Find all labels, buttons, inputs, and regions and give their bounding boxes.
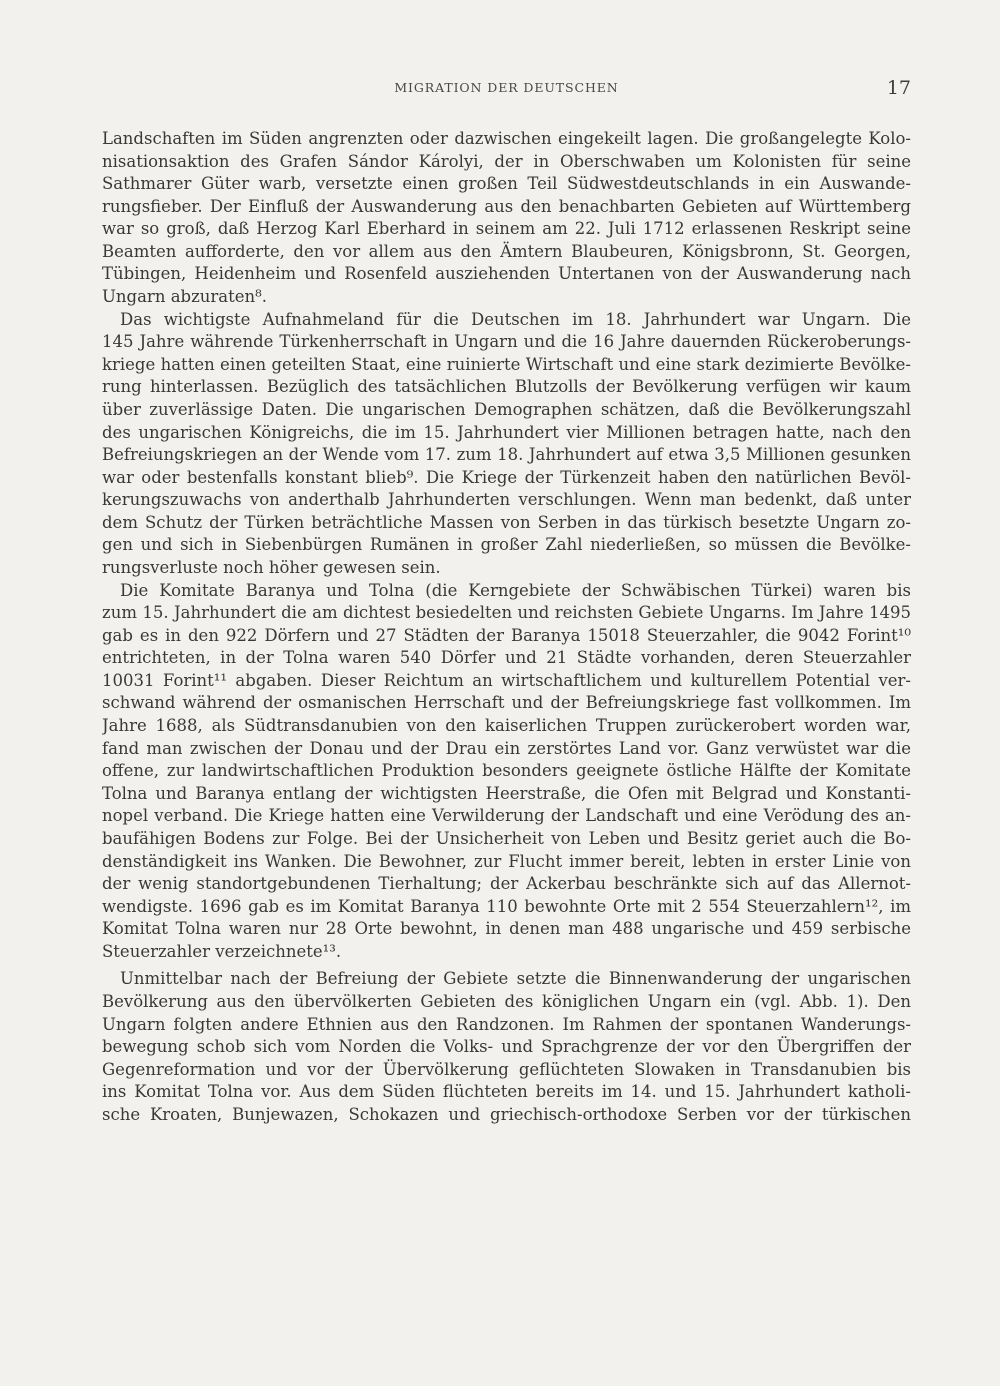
text-line: der wenig standortgebundenen Tierhaltung; der Ackerbau beschränkte sich auf das Allernot- (102, 874, 911, 894)
text-line: war oder bestenfalls konstant blieb⁹. Die Kriege der Türkenzeit haben den natürlichen Bevöl- (102, 467, 911, 487)
text-line: über zuverlässige Daten. Die ungarischen Demographen schätzen, daß die Bevölkerungszahl (102, 399, 911, 419)
text-line: kriege hatten einen geteilten Staat, eine ruinierte Wirtschaft und eine stark dezimierte Bevölke- (102, 354, 911, 374)
text-line: denständigkeit ins Wanken. Die Bewohner, zur Flucht immer bereit, lebten in erster Linie von (102, 851, 911, 871)
text-line: Bevölkerung aus den übervölkerten Gebieten des königlichen Ungarn ein (vgl. Abb. 1). Den (102, 991, 911, 1011)
text-line: bewegung schob sich vom Norden die Volks- und Sprachgrenze der vor den Übergriffen der (102, 1037, 911, 1057)
text-line: zum 15. Jahrhundert die am dichtest besiedelten und reichsten Gebiete Ungarns. Im Jahre 1495 (102, 603, 911, 623)
text-line: gab es in den 922 Dörfern und 27 Städten der Baranya 15018 Steuerzahler, die 9042 Forint¹⁰ (102, 625, 911, 645)
page-number: 17 (886, 77, 911, 99)
text-line: Unmittelbar nach der Befreiung der Gebiete setzte die Binnenwanderung der ungarischen (120, 969, 911, 989)
text-line: 145 Jahre währende Türkenherrschaft in Ungarn und die 16 Jahre dauernden Rückeroberungs- (102, 332, 911, 352)
text-line: Befreiungskriegen an der Wende vom 17. zum 18. Jahrhundert auf etwa 3,5 Millionen gesunken (102, 445, 911, 465)
text-line: rungsverluste noch höher gewesen sein. (102, 557, 441, 577)
text-line: 10031 Forint¹¹ abgaben. Dieser Reichtum an wirtschaftlichem und kulturellem Potential ver- (102, 670, 911, 690)
text-line: Das wichtigste Aufnahmeland für die Deutschen im 18. Jahrhundert war Ungarn. Die (120, 309, 911, 329)
text-line: rung hinterlassen. Bezüglich des tatsächlichen Blutzolls der Bevölkerung verfügen wir kaum (102, 377, 911, 397)
text-line: Tolna und Baranya entlang der wichtigsten Heerstraße, die Ofen mit Belgrad und Konstanti- (102, 783, 911, 803)
text-line: Gegenreformation und vor der Übervölkerung geflüchteten Slowaken in Transdanubien bis (102, 1059, 911, 1079)
text-line: baufähigen Bodens zur Folge. Bei der Unsicherheit von Leben und Besitz geriet auch die Bo- (102, 828, 911, 848)
text-line: Beamten aufforderte, den vor allem aus den Ämtern Blaubeuren, Königsbronn, St. Georgen, (102, 241, 911, 261)
paragraph (102, 309, 911, 580)
text-line: kerungszuwachs von anderthalb Jahrhunderten verschlungen. Wenn man bedenkt, daß unter (102, 490, 911, 510)
text-line: des ungarischen Königreichs, die im 15. Jahrhundert vier Millionen betragen hatte, nach den (102, 422, 911, 442)
text-line: entrichteten, in der Tolna waren 540 Dörfer und 21 Städte vorhanden, deren Steuerzahler (102, 648, 911, 668)
text-line: war so groß, daß Herzog Karl Eberhard in seinem am 22. Juli 1712 erlassenen Reskript seine (102, 219, 911, 239)
text-line: gen und sich in Siebenbürgen Rumänen in großer Zahl niederließen, so müssen die Bevölke- (102, 535, 911, 555)
text-line: Sathmarer Güter warb, versetzte einen großen Teil Südwestdeutschlands in ein Auswande- (102, 174, 911, 194)
text-line: schwand während der osmanischen Herrschaft und der Befreiungskriege fast vollkommen. Im (102, 693, 911, 713)
text-line: Ungarn folgten andere Ethnien aus den Randzonen. Im Rahmen der spontanen Wanderungs- (102, 1014, 911, 1034)
text-line: Komitat Tolna waren nur 28 Orte bewohnt, in denen man 488 ungarische und 459 serbische (102, 919, 911, 939)
running-title: MIGRATION DER DEUTSCHEN (394, 80, 619, 95)
text-line: fand man zwischen der Donau und der Drau ein zerstörtes Land vor. Ganz verwüstet war die (102, 738, 911, 758)
text-line: wendigste. 1696 gab es im Komitat Baranya 110 bewohnte Orte mit 2 554 Steuerzahlern¹², im (102, 896, 911, 916)
body-text (102, 128, 911, 1126)
running-head (102, 78, 911, 98)
paragraph (102, 128, 911, 309)
text-line: Landschaften im Süden angrenzten oder dazwischen eingekeilt lagen. Die großangelegte Kolo- (102, 129, 911, 148)
paragraph (102, 968, 911, 1126)
text-line: sche Kroaten, Bunjewazen, Schokazen und griechisch-orthodoxe Serben vor der türkischen (102, 1104, 911, 1124)
text-line: ins Komitat Tolna vor. Aus dem Süden flüchteten bereits im 14. und 15. Jahrhundert katholi- (102, 1082, 911, 1102)
text-line: dem Schutz der Türken beträchtliche Massen von Serben in das türkisch besetzte Ungarn zo- (102, 512, 911, 532)
text-line: Ungarn abzuraten⁸. (102, 287, 268, 307)
text-line: rungsfieber. Der Einfluß der Auswanderung aus den benachbarten Gebieten auf Württemberg (102, 196, 911, 216)
text-line: nopel verband. Die Kriege hatten eine Verwilderung der Landschaft und eine Verödung des an- (102, 806, 911, 826)
text-line: Tübingen, Heidenheim und Rosenfeld ausziehenden Untertanen von der Auswanderung nach (102, 264, 911, 284)
text-line: nisationsaktion des Grafen Sándor Károlyi, der in Oberschwaben um Kolonisten für seine (102, 151, 911, 171)
text-line: offene, zur landwirtschaftlichen Produktion besonders geeignete östliche Hälfte der Komitate (102, 761, 911, 781)
text-line: Steuerzahler verzeichnete¹³. (102, 941, 342, 961)
paragraph (102, 580, 911, 964)
text-line: Jahre 1688, als Südtransdanubien von den kaiserlichen Truppen zurückerobert worden war, (102, 716, 911, 736)
text-line: Die Komitate Baranya und Tolna (die Kerngebiete der Schwäbischen Türkei) waren bis (120, 580, 911, 600)
